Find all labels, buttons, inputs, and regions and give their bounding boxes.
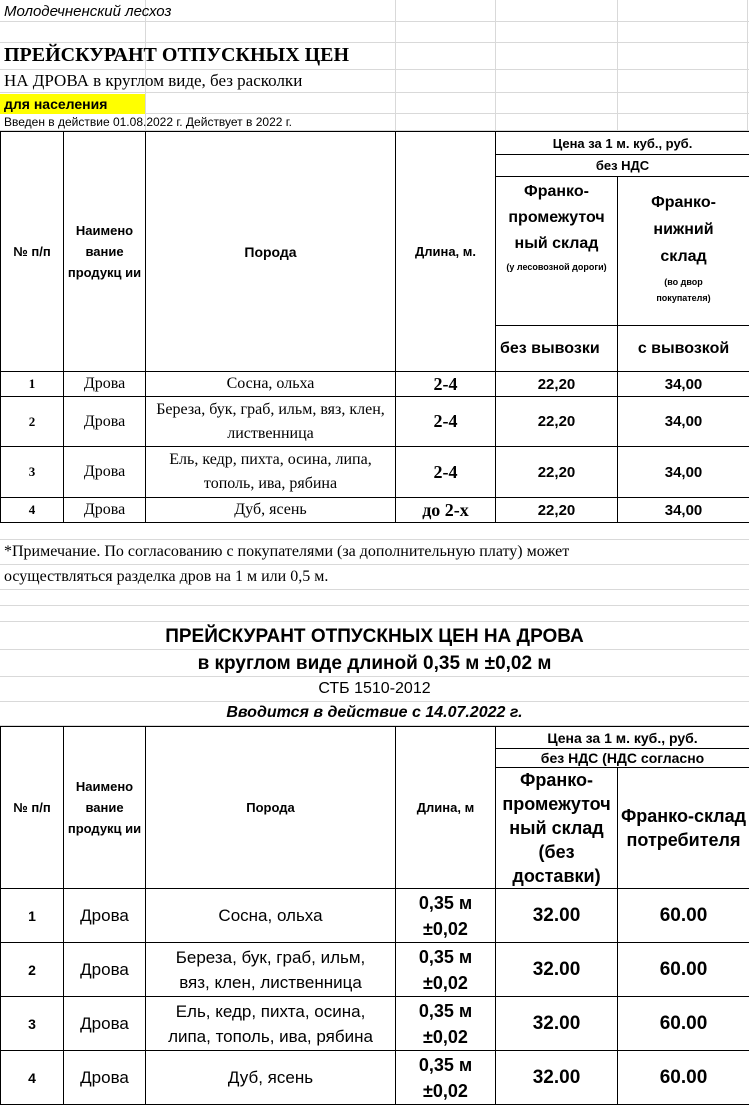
row-species: Дуб, ясень [146, 498, 396, 523]
header-col2-sub: с вывозкой [618, 326, 749, 372]
row-price-1: 32.00 [496, 943, 618, 997]
header-col1 [496, 177, 618, 326]
table-row [1, 447, 749, 498]
row-species: Сосна, ольха [146, 889, 396, 943]
header-species: Порода [146, 132, 396, 372]
header-name: Наимено вание продукц ии [64, 132, 146, 372]
row-name: Дрова [64, 943, 146, 997]
row-price-2: 60.00 [618, 889, 749, 943]
row-species: Сосна, ольха [146, 372, 396, 397]
row-name: Дрова [64, 1051, 146, 1105]
row-length: 0,35 м ±0,02 [396, 889, 496, 943]
row-price-2: 60.00 [618, 943, 749, 997]
row-price-1: 22,20 [496, 397, 618, 447]
table-row [1, 889, 749, 943]
row-num: 1 [1, 889, 64, 943]
row-species: Береза, бук, граб, ильм, вяз, клен, лиственница [146, 397, 396, 447]
row-price-2: 34,00 [618, 498, 749, 523]
header-vat: без НДС [496, 155, 749, 177]
header-price: Цена за 1 м. куб., руб. [496, 727, 749, 749]
row-name: Дрова [64, 997, 146, 1051]
row-name: Дрова [64, 372, 146, 397]
row-length: до 2-х [396, 498, 496, 523]
org-name: Молодечненский лесхоз [4, 3, 171, 20]
table-row [1, 943, 749, 997]
row-num: 4 [1, 1051, 64, 1105]
header-vat: без НДС (НДС согласно [496, 749, 749, 768]
row-price-1: 32.00 [496, 1051, 618, 1105]
row-name: Дрова [64, 397, 146, 447]
header-col1-main: Франко-промежуточ ный склад [496, 179, 617, 257]
row-num: 3 [1, 997, 64, 1051]
table-row [1, 372, 749, 397]
header-col1: Франко-промежуточ ный склад (без доставки) [496, 768, 618, 889]
row-num: 2 [1, 943, 64, 997]
header-name: Наимено вание продукц ии [64, 727, 146, 889]
row-length: 2-4 [396, 372, 496, 397]
row-price-1: 22,20 [496, 447, 618, 498]
row-price-2: 34,00 [618, 372, 749, 397]
section2-standard: СТБ 1510-2012 [0, 680, 749, 698]
table-row [1, 397, 749, 447]
header-num: № п/п [1, 132, 64, 372]
price-table-1 [0, 131, 749, 523]
row-species: Ель, кедр, пихта, осина, липа, тополь, ива, рябина [146, 997, 396, 1051]
row-length: 0,35 м ±0,02 [396, 997, 496, 1051]
row-length: 0,35 м ±0,02 [396, 1051, 496, 1105]
section2-title-2: в круглом виде длиной 0,35 м ±0,02 м [0, 653, 749, 675]
header-price: Цена за 1 м. куб., руб. [496, 132, 749, 155]
row-price-2: 34,00 [618, 447, 749, 498]
row-price-2: 60.00 [618, 1051, 749, 1105]
table-row [1, 997, 749, 1051]
row-price-2: 60.00 [618, 997, 749, 1051]
row-length: 2-4 [396, 397, 496, 447]
header-length: Длина, м. [396, 132, 496, 372]
audience-label: для населения [0, 94, 145, 114]
header-species: Порода [146, 727, 396, 889]
header-col2-main: Франко-нижний склад [618, 189, 749, 270]
section2-title-1: ПРЕЙСКУРАНТ ОТПУСКНЫХ ЦЕН НА ДРОВА [0, 626, 749, 648]
header-col1-sub: без вывозки [496, 326, 618, 372]
note-line-2: осуществляться разделка дров на 1 м или 0,5 м. [4, 568, 328, 586]
row-name: Дрова [64, 498, 146, 523]
header-col2: Франко-склад потребителя [618, 768, 749, 889]
row-num: 4 [1, 498, 64, 523]
row-price-1: 32.00 [496, 997, 618, 1051]
row-price-2: 34,00 [618, 397, 749, 447]
header-num: № п/п [1, 727, 64, 889]
page-title: ПРЕЙСКУРАНТ ОТПУСКНЫХ ЦЕН [4, 44, 349, 67]
section2-effective: Вводится в действие с 14.07.2022 г. [0, 704, 749, 722]
row-num: 2 [1, 397, 64, 447]
row-num: 1 [1, 372, 64, 397]
header-length: Длина, м [396, 727, 496, 889]
row-species: Ель, кедр, пихта, осина, липа, тополь, ива, рябина [146, 447, 396, 498]
header-col2-note: (во двор покупателя) [618, 274, 749, 306]
page-subtitle: НА ДРОВА в круглом виде, без расколки [4, 71, 302, 91]
row-length: 0,35 м ±0,02 [396, 943, 496, 997]
row-name: Дрова [64, 889, 146, 943]
row-species: Береза, бук, граб, ильм, вяз, клен, лиственница [146, 943, 396, 997]
row-price-1: 22,20 [496, 498, 618, 523]
row-species: Дуб, ясень [146, 1051, 396, 1105]
header-col1-note: (у лесовозной дороги) [496, 259, 617, 275]
effective-date: Введен в действие 01.08.2022 г. Действует в 2022 г. [4, 115, 292, 129]
row-price-1: 32.00 [496, 889, 618, 943]
header-col2 [618, 177, 749, 326]
row-length: 2-4 [396, 447, 496, 498]
note-line-1: *Примечание. По согласованию с покупателями (за дополнительную плату) может [4, 543, 569, 561]
row-name: Дрова [64, 447, 146, 498]
table-row [1, 1051, 749, 1105]
row-num: 3 [1, 447, 64, 498]
row-price-1: 22,20 [496, 372, 618, 397]
price-table-2 [0, 726, 749, 1105]
table-row [1, 498, 749, 523]
